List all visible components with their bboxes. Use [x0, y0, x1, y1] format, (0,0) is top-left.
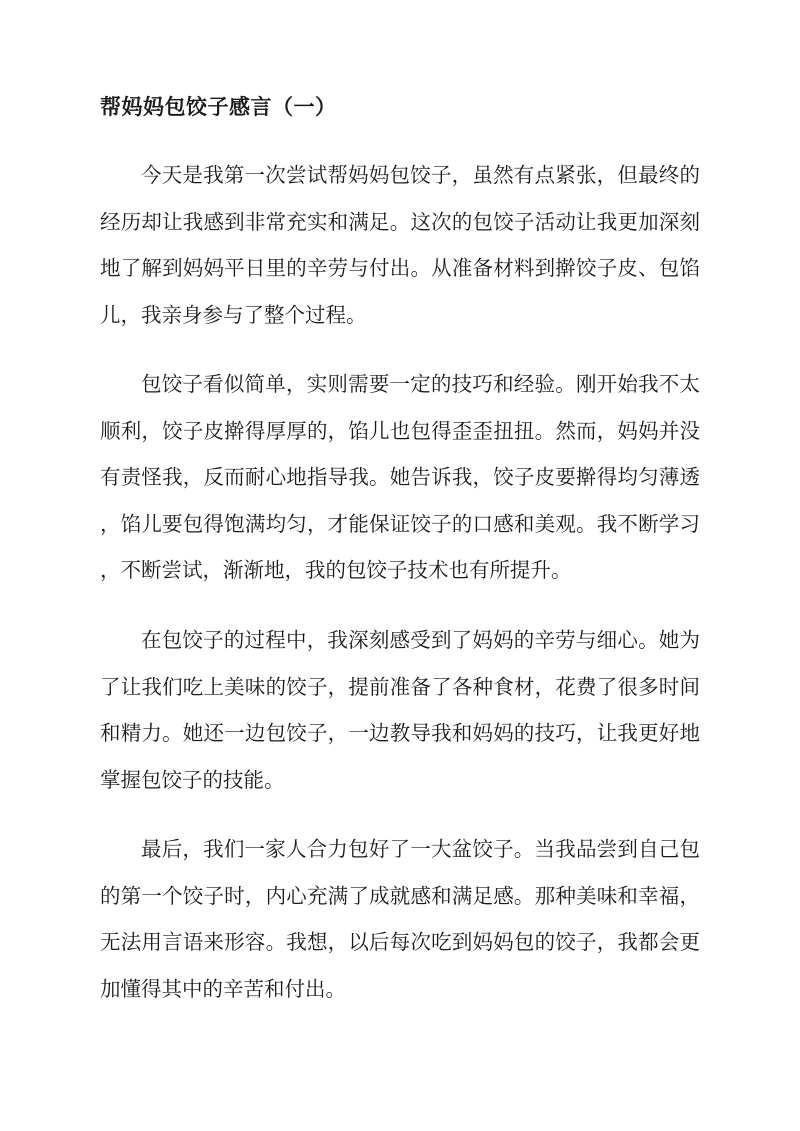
paragraph-3: 在包饺子的过程中，我深刻感受到了妈妈的辛劳与细心。她为了让我们吃上美味的饺子，提前准备了各种食材，花费了很多时间和精力。她还一边包饺子，一边教导我和妈妈的技巧，让我更好地掌握包饺子的技能。: [100, 628, 700, 792]
paragraph-1: 今天是我第一次尝试帮妈妈包饺子，虽然有点紧张，但最终的经历却让我感到非常充实和满足。这次的包饺子活动让我更加深刻地了解到妈妈平日里的辛劳与付出。从准备材料到擀饺子皮、包馅儿，我亲身参与了整个过程。: [100, 163, 700, 327]
paragraph-2: 包饺子看似简单，实则需要一定的技巧和经验。刚开始我不太顺利，饺子皮擀得厚厚的，馅儿也包得歪歪扭扭。然而，妈妈并没有责怪我，反而耐心地指导我。她告诉我，饺子皮要擀得均匀薄透，馅儿要包得饱满均匀，才能保证饺子的口感和美观。我不断学习，不断尝试，渐渐地，我的包饺子技术也有所提升。: [100, 372, 700, 582]
paragraph-4: 最后，我们一家人合力包好了一大盆饺子。当我品尝到自己包的第一个饺子时，内心充满了成就感和满足感。那种美味和幸福，无法用言语来形容。我想，以后每次吃到妈妈包的饺子，我都会更加懂得其中的辛苦和付出。: [100, 837, 700, 1001]
document-title: 帮妈妈包饺子感言（一）: [100, 94, 337, 119]
